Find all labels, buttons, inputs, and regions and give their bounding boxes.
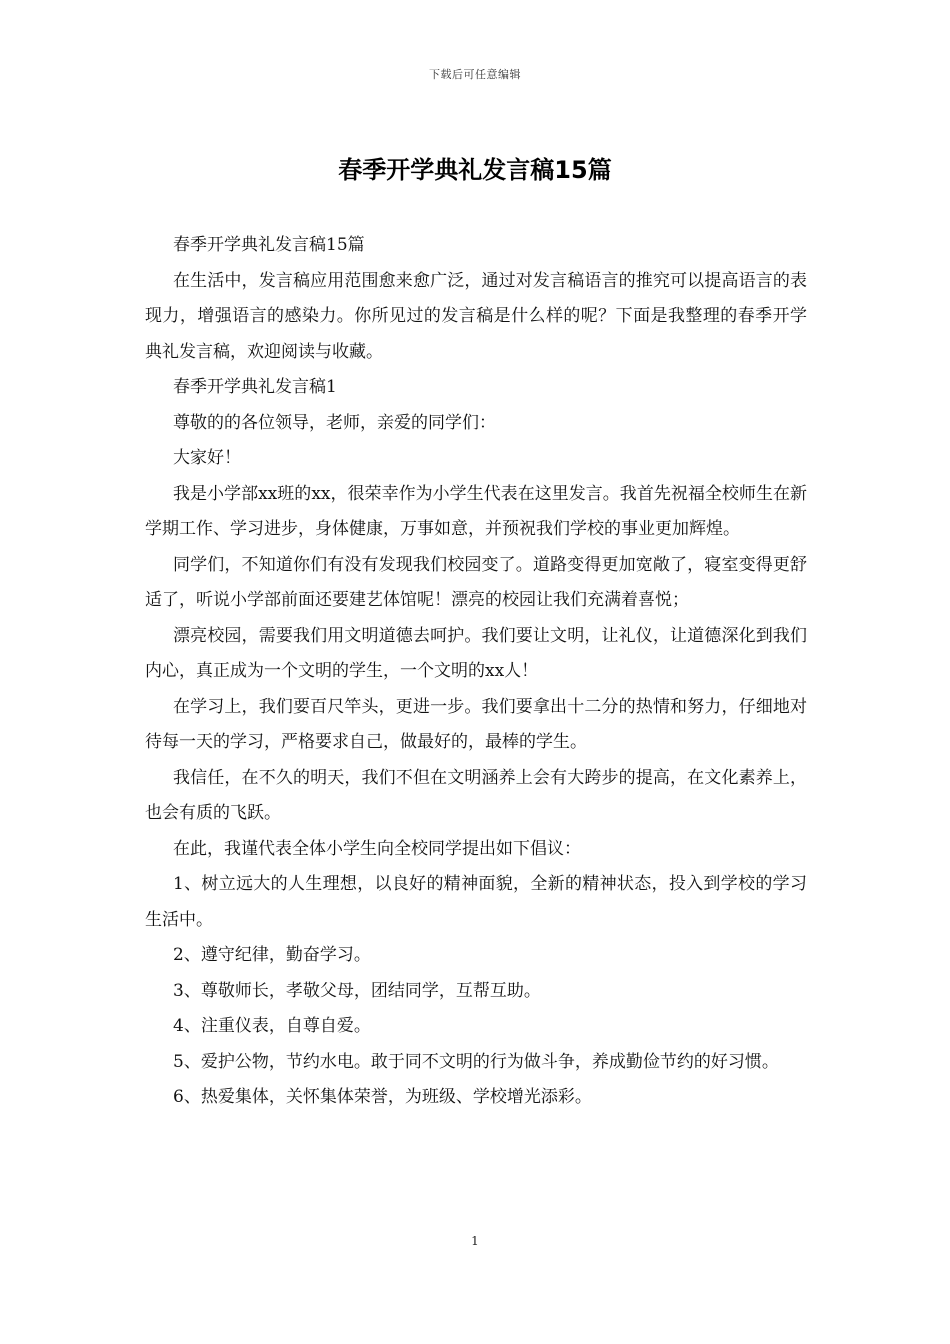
paragraph-salutation: 尊敬的的各位领导，老师，亲爱的同学们： bbox=[173, 412, 496, 433]
document-title: 春季开学典礼发言稿15篇 bbox=[338, 156, 612, 184]
paragraph: 我是小学部xx班的xx，很荣幸作为小学生代表在这里发言。我首先祝福全校师生在新学期工作、学习进步，身体健康，万事如意，并预祝我们学校的事业更加辉煌。 bbox=[145, 483, 807, 539]
paragraph: 在此，我谨代表全体小学生向全校同学提出如下倡议： bbox=[173, 838, 581, 859]
page-number: 1 bbox=[471, 1234, 479, 1248]
header-note: 下载后可任意编辑 bbox=[429, 68, 521, 81]
list-item-proposal: 3、尊敬师长，孝敬父母，团结同学，互帮互助。 bbox=[173, 980, 541, 1001]
list-item-proposal: 6、热爱集体，关怀集体荣誉，为班级、学校增光添彩。 bbox=[173, 1087, 592, 1107]
list-item-proposal: 1、树立远大的人生理想，以良好的精神面貌，全新的精神状态，投入到学校的学习生活中。 bbox=[145, 874, 807, 930]
paragraph-intro: 在生活中，发言稿应用范围愈来愈广泛，通过对发言稿语言的推究可以提高语言的表现力，增强语言的感染力。你所见过的发言稿是什么样的呢？下面是我整理的春季开学典礼发言稿，欢迎阅读与收藏。 bbox=[145, 270, 807, 362]
list-item-proposal: 2、遵守纪律，勤奋学习。 bbox=[173, 945, 371, 965]
list-item-proposal: 4、注重仪表，自尊自爱。 bbox=[173, 1016, 371, 1036]
paragraph: 漂亮校园，需要我们用文明道德去呵护。我们要让文明，让礼仪，让道德深化到我们内心，真正成为一个文明的学生，一个文明的xx人！ bbox=[145, 625, 807, 681]
paragraph-section-heading: 春季开学典礼发言稿1 bbox=[173, 377, 337, 397]
paragraph-subtitle: 春季开学典礼发言稿15篇 bbox=[173, 235, 365, 255]
paragraph-greeting: 大家好！ bbox=[173, 448, 241, 468]
document-body bbox=[145, 228, 807, 1116]
paragraph: 我信任，在不久的明天，我们不但在文明涵养上会有大跨步的提高，在文化素养上，也会有质的飞跃。 bbox=[145, 767, 807, 823]
list-item-proposal: 5、爱护公物，节约水电。敢于同不文明的行为做斗争，养成勤俭节约的好习惯。 bbox=[173, 1051, 779, 1072]
paragraph: 同学们，不知道你们有没有发现我们校园变了。道路变得更加宽敞了，寝室变得更舒适了，听说小学部前面还要建艺体馆呢！漂亮的校园让我们充满着喜悦； bbox=[145, 554, 807, 610]
paragraph: 在学习上，我们要百尺竿头，更进一步。我们要拿出十二分的热情和努力，仔细地对待每一天的学习，严格要求自己，做最好的，最棒的学生。 bbox=[145, 696, 807, 752]
